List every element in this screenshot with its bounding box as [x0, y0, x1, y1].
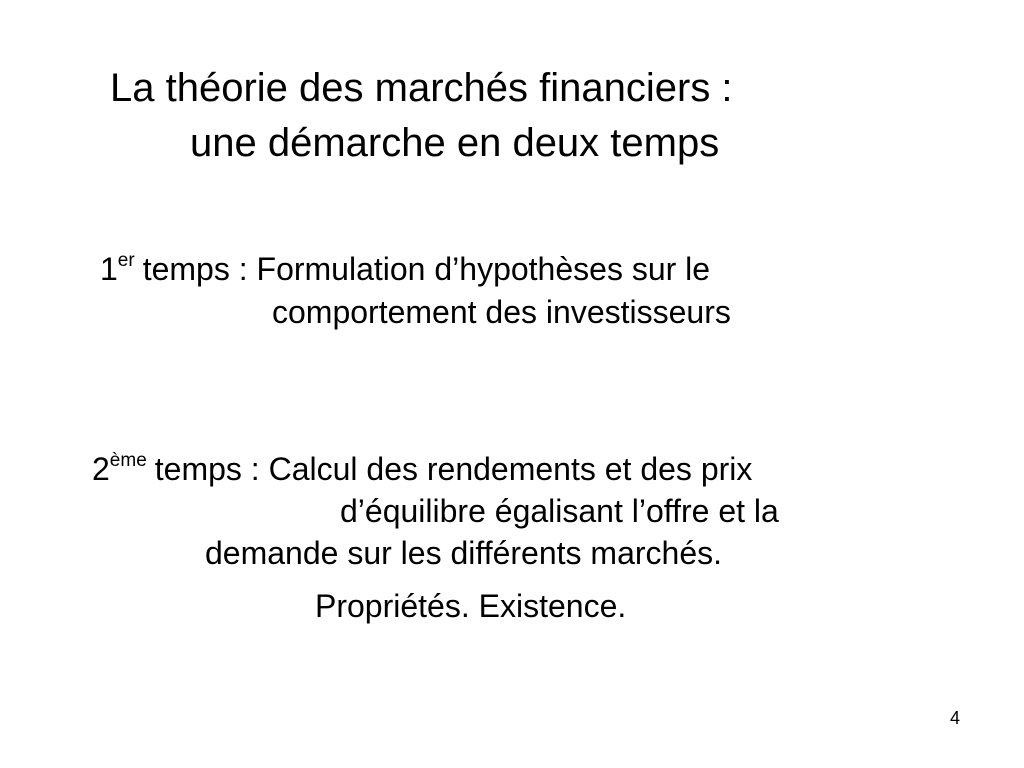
step-2-continuation-2: demande sur les différents marchés.: [205, 535, 722, 571]
step-2-heading: [92, 451, 752, 493]
step-2-number: 2: [92, 451, 110, 487]
step-1-heading: [100, 251, 710, 293]
step-2-superscript: ème: [109, 450, 147, 471]
step-1-text: temps : Formulation d’hypothèses sur le: [142, 251, 711, 287]
step-1-superscript: er: [117, 250, 135, 271]
step-2-continuation-1: d’équilibre égalisant l’offre et la: [340, 493, 779, 529]
step-2-properties: Propriétés. Existence.: [315, 588, 627, 624]
slide-title-line-2: une démarche en deux temps: [190, 121, 720, 165]
step-2-text: temps : Calcul des rendements et des prix: [154, 451, 753, 487]
step-1-continuation: comportement des investisseurs: [272, 294, 731, 330]
step-1-number: 1: [100, 251, 118, 287]
slide-title-line-1: La théorie des marchés financiers :: [110, 66, 733, 110]
page-number: 4: [950, 708, 961, 728]
